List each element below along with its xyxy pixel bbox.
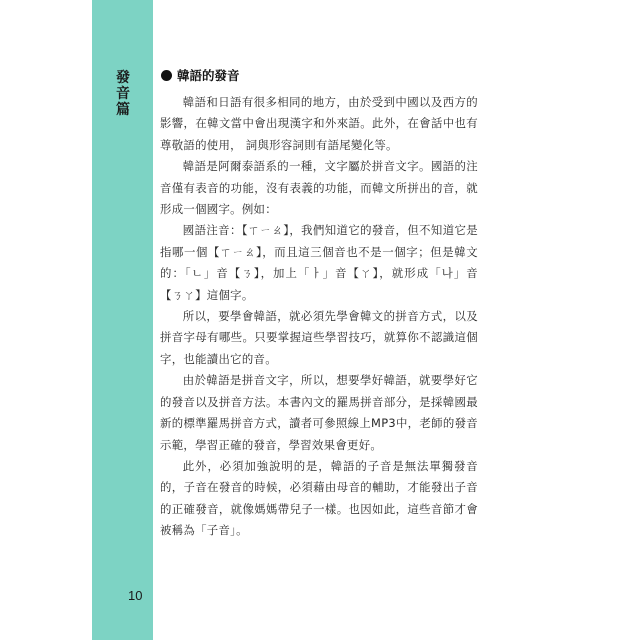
paragraph-6: 此外，必須加強說明的是，韓語的子音是無法單獨發音的，子音在發音的時候，必須藉由母音的輔助，才能發出子音的正確發音，就像媽媽帶兒子一樣。也因如此，這些音節才會被稱為「子音」。 (160, 458, 478, 538)
page-number: 10 (128, 588, 143, 603)
paragraph-4: 所以，要學會韓語，就必須先學會韓文的拼音方式，以及拼音字母有哪些。只要掌握這些學習技巧，就算你不認識這個字，也能讀出它的音。 (160, 309, 478, 366)
chapter-label: 發音篇 (116, 70, 130, 118)
section-title: 韓語的發音 (177, 68, 240, 83)
section-heading (160, 64, 478, 86)
paragraph-2: 韓語是阿爾泰語系的一種，文字屬於拼音文字。國語的注音僅有表音的功能，沒有表義的功能，而韓文所拼出的音，就形成一個國字。例如： (160, 159, 478, 217)
paragraph-5: 由於韓語是拼音文字，所以，想要學好韓語，就要學好它的發音以及拼音方法。本書內文的羅馬拼音部分，是採韓國最新的標準羅馬拼音方式，讀者可參照線上MP3中，老師的發音示範，學習正確的發音，學習效果會更好。 (160, 373, 478, 452)
paragraph-3: 國語注音：【ㄒㄧㄠ】，我們知道它的發音，但不知道它是指哪一個【ㄒㄧㄠ】，而且這三個音也不是一個字；但是韓文的：「ㄴ」音【ㄋ】，加上「ㅏ」音【ㄚ】，就形成「나」音【ㄋㄚ】這個字。 (160, 223, 478, 302)
paragraph-1: 韓語和日語有很多相同的地方，由於受到中國以及西方的影響，在韓文當中會出現漢字和外來語。此外，在會話中也有尊敬語的使用， 詞與形容詞則有語尾變化等。 (160, 95, 478, 152)
page-content (160, 64, 478, 542)
bullet-icon (161, 70, 172, 81)
